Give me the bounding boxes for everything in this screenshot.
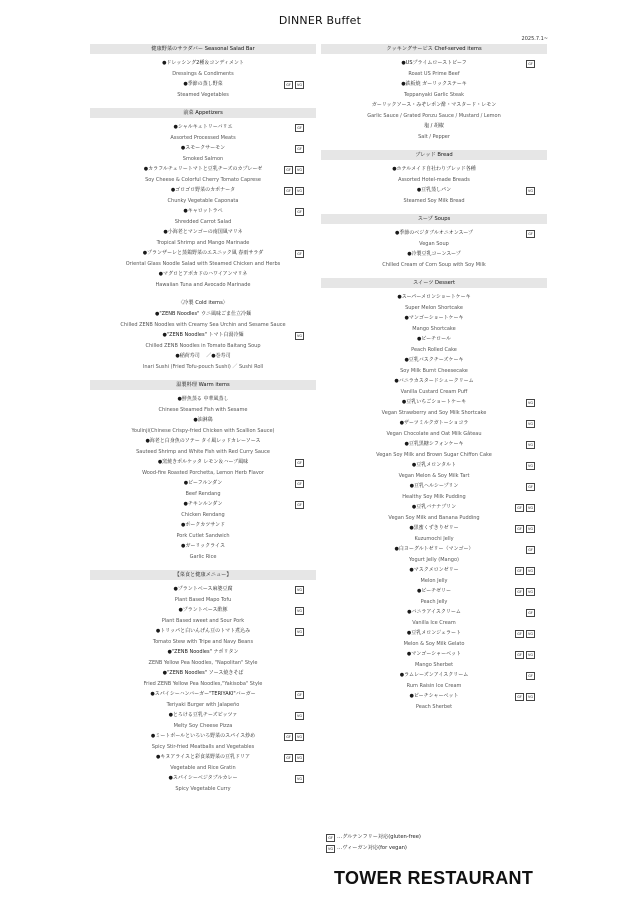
dietary-icons bbox=[515, 651, 535, 658]
dietary-icons bbox=[295, 691, 304, 698]
menu-item-name-jp: ●ピーチシャーベット bbox=[409, 693, 459, 699]
menu-item-name-en: Chinese Steamed Fish with Sesame bbox=[158, 407, 248, 413]
menu-item-name-en: Assorted Processed Meats bbox=[170, 135, 236, 141]
right-column bbox=[321, 44, 547, 711]
menu-item-name-en: Dressings & Condiments bbox=[172, 71, 234, 77]
menu-item-name-jp: ●豆乳メロンタルト bbox=[411, 462, 457, 468]
section-header: 【菜食と健康メニュー】 bbox=[90, 570, 316, 580]
menu-item-name-jp: ●冷製豆乳コーンスープ bbox=[407, 251, 461, 257]
dietary-icons bbox=[295, 607, 304, 614]
menu-item-name-jp: ●ドレッシング2種＆コンディメント bbox=[162, 60, 244, 66]
vegan-icon: VG bbox=[526, 187, 535, 195]
menu-item bbox=[90, 583, 316, 604]
menu-item-name-jp: ●稲荷寿司 ／●巻寿司 bbox=[175, 353, 231, 359]
menu-item-name-jp: ●ポークカツサンド bbox=[180, 522, 226, 528]
menu-item-name-jp: ●豆乳バナナプリン bbox=[411, 504, 457, 510]
vegan-icon: VG bbox=[526, 567, 535, 575]
gluten-free-icon: GF bbox=[515, 588, 524, 596]
menu-item-name-en: Soy Cheese & Colorful Cherry Tomato Caprese bbox=[145, 177, 261, 183]
dietary-icons bbox=[295, 145, 304, 152]
menu-item bbox=[90, 163, 316, 184]
menu-item-name-jp: ●マンゴーショートケーキ bbox=[404, 315, 464, 321]
dietary-icons bbox=[295, 501, 304, 508]
menu-item bbox=[321, 78, 547, 99]
menu-item bbox=[321, 606, 547, 627]
menu-item-name-en: Peach Rolled Cake bbox=[411, 347, 457, 353]
menu-item bbox=[321, 438, 547, 459]
menu-item-name-jp: ●豆乳ヘルシープリン bbox=[409, 483, 459, 489]
menu-item bbox=[90, 121, 316, 142]
restaurant-logo: TOWER RESTAURANT bbox=[334, 868, 534, 888]
gluten-free-icon: GF bbox=[515, 525, 524, 533]
legend-vg bbox=[326, 843, 421, 854]
menu-item-name-jp: ●スパイシーベジタブルカレー bbox=[168, 775, 238, 781]
vegan-icon: VG bbox=[295, 332, 304, 340]
menu-item-name-en: Melon Jelly bbox=[420, 578, 448, 584]
menu-item-name-jp: ●カラフルチェリートマトと豆乳チーズのカプレーゼ bbox=[143, 166, 263, 172]
gluten-free-icon: GF bbox=[284, 81, 293, 89]
dietary-icons bbox=[515, 504, 535, 511]
menu-item-name-en: Pork Cutlet Sandwich bbox=[176, 533, 230, 539]
menu-item-name-en: Vanilla Ice Cream bbox=[412, 620, 456, 626]
menu-item-name-jp: ●マグロとアボカドのハワイアンマリネ bbox=[158, 271, 248, 277]
menu-item bbox=[90, 308, 316, 329]
gluten-free-icon: GF bbox=[526, 483, 535, 491]
menu-item bbox=[90, 667, 316, 688]
dietary-icons bbox=[526, 672, 535, 679]
gluten-free-icon: GF bbox=[526, 60, 535, 68]
dietary-icons bbox=[295, 459, 304, 466]
dietary-icons bbox=[526, 399, 535, 406]
menu-item bbox=[321, 163, 547, 184]
menu-item-name-en: Melty Soy Cheese Pizza bbox=[173, 723, 233, 729]
dietary-icons bbox=[526, 187, 535, 194]
menu-item-name-jp: ●小海老とマンゴーの南国風マリネ bbox=[163, 229, 243, 235]
menu-item-name-en: Garlic Sauce / Grated Ponzu Sauce / Mustard / Lemon bbox=[367, 113, 501, 119]
menu-item bbox=[321, 333, 547, 354]
menu-item-name-jp: ●"ZENB Noodles" ウニ風味ごま仕立冷麺 bbox=[155, 311, 251, 317]
menu-item-name-jp: ●黒蜜くずきりゼリー bbox=[409, 525, 459, 531]
vegan-icon: VG bbox=[526, 420, 535, 428]
menu-item-name-en: Hawaiian Tuna and Avocado Marinade bbox=[155, 282, 251, 288]
menu-item-name-en: Vegan Melon & Soy Milk Tart bbox=[398, 473, 470, 479]
gluten-free-icon: GF bbox=[295, 480, 304, 488]
vegan-icon: VG bbox=[295, 775, 304, 783]
gluten-free-icon: GF bbox=[515, 651, 524, 659]
menu-item-name-en: Vegan Chocolate and Oat Milk Gâteau bbox=[386, 431, 482, 437]
menu-item bbox=[321, 585, 547, 606]
menu-item-name-jp: ●豆乳蒸しパン bbox=[416, 187, 452, 193]
menu-item-name-en: Peach Jelly bbox=[420, 599, 448, 605]
menu-item-name-jp: ●豆乳バスクチーズケーキ bbox=[404, 357, 464, 363]
menu-item-name-jp: ●マンゴーシャーベット bbox=[406, 651, 462, 657]
menu-item-name-jp: 塩 / 胡椒 bbox=[424, 123, 444, 129]
gluten-free-icon: GF bbox=[515, 693, 524, 701]
menu-item bbox=[90, 477, 316, 498]
menu-item-name-jp: ●"ZENB Noodles" ナポリタン bbox=[167, 649, 239, 655]
gluten-free-icon: GF bbox=[295, 250, 304, 258]
dietary-icons bbox=[526, 609, 535, 616]
menu-item-name-jp: ●季節の蒸し野菜 bbox=[183, 81, 223, 87]
dietary-icons bbox=[284, 187, 304, 194]
menu-item-name-en: Youlinji(Chinese Crispy-fried Chicken with Scallion Sauce) bbox=[131, 428, 275, 434]
menu-item-name-jp: ●油淋鶏 bbox=[193, 417, 213, 423]
menu-item-name-jp: ●プラントベース麻婆豆腐 bbox=[173, 586, 233, 592]
menu-item bbox=[321, 480, 547, 501]
menu-item-name-en: Chilled Cream of Corn Soup with Soy Milk bbox=[382, 262, 486, 268]
dietary-icons bbox=[515, 693, 535, 700]
gluten-free-icon: GF bbox=[284, 166, 293, 174]
menu-item-name-jp: ●季節のベジタブルオニオンスープ bbox=[394, 230, 474, 236]
menu-item-name-jp: ●"ZENB Noodles" トマト白湯冷麺 bbox=[162, 332, 244, 338]
menu-item bbox=[90, 247, 316, 268]
menu-item-name-jp: ●海老と白身魚のソテー タイ風レッドカレーソース bbox=[145, 438, 261, 444]
menu-item-name-en: Vegan Soup bbox=[419, 241, 449, 247]
menu-item-name-jp: ●ピーチゼリー bbox=[416, 588, 452, 594]
menu-item-name-en: Inari Sushi (Fried Tofu-pouch Sushi) ／ Sushi Roll bbox=[142, 364, 264, 370]
section-header: スープ Soups bbox=[321, 214, 547, 224]
gluten-free-icon: GF bbox=[526, 230, 535, 238]
menu-item bbox=[90, 184, 316, 205]
menu-item-name-jp: ●ホテルメイド自社わりブレッド各種 bbox=[392, 166, 476, 172]
menu-item-name-en: ZENB Yellow Pea Noodles, "Napolitan" Style bbox=[148, 660, 258, 666]
menu-item bbox=[321, 564, 547, 585]
menu-item-name-jp: ●とろける豆乳チーズピッツァ bbox=[168, 712, 238, 718]
dietary-icons bbox=[295, 208, 304, 215]
menu-item bbox=[90, 414, 316, 435]
menu-item-name-en: Salt / Pepper bbox=[418, 134, 450, 140]
menu-item-name-en: Healthy Soy Milk Pudding bbox=[402, 494, 466, 500]
gluten-free-icon: GF bbox=[295, 124, 304, 132]
dietary-icons bbox=[284, 81, 304, 88]
menu-item bbox=[321, 648, 547, 669]
menu-item bbox=[321, 690, 547, 711]
menu-item-name-en: Sauteed Shrimp and White Fish with Red Curry Sauce bbox=[136, 449, 270, 455]
menu-item-name-jp: ガーリックソース・みぞレポン酢・マスタード・レモン bbox=[371, 102, 497, 108]
menu-item-name-en: Teriyaki Burger with Jalapeño bbox=[166, 702, 240, 708]
dietary-icons bbox=[515, 525, 535, 532]
dietary-icons bbox=[295, 124, 304, 131]
vegan-icon: VG bbox=[526, 525, 535, 533]
menu-item-name-jp: ●ピーチロール bbox=[416, 336, 452, 342]
menu-item-name-en: Plant Based Mapo Tofu bbox=[174, 597, 232, 603]
menu-item-name-jp: ●ザーツミルクガトーショコラ bbox=[399, 420, 469, 426]
menu-item-name-jp: ●豆乳いちごショートケーキ bbox=[401, 399, 467, 405]
menu-item-name-jp: ●ゴロゴロ野菜のカポナータ bbox=[170, 187, 236, 193]
menu-item bbox=[90, 57, 316, 78]
menu-item-name-jp: ●バニラアイスクリーム bbox=[407, 609, 461, 615]
menu-item bbox=[321, 99, 547, 120]
dietary-icons bbox=[526, 60, 535, 67]
menu-item bbox=[321, 375, 547, 396]
menu-item bbox=[90, 393, 316, 414]
dietary-icons bbox=[284, 754, 304, 761]
dietary-icons bbox=[515, 567, 535, 574]
dietary-icons bbox=[295, 586, 304, 593]
menu-item-name-en: Roast US Prime Beef bbox=[408, 71, 460, 77]
dietary-icons bbox=[515, 630, 535, 637]
menu-item bbox=[90, 142, 316, 163]
menu-item-name-en: Kuzumochi Jelly bbox=[414, 536, 454, 542]
menu-item-name-en: Spicy Vegetable Curry bbox=[175, 786, 231, 792]
legend bbox=[326, 832, 421, 854]
gluten-free-icon: GF bbox=[295, 145, 304, 153]
menu-item-name-jp: ●鮮魚蒸る 中華風蒸し bbox=[177, 396, 229, 402]
dietary-icons bbox=[526, 483, 535, 490]
menu-item-name-en: Oriental Glass Noodle Salad with Steamed Chicken and Herbs bbox=[125, 261, 281, 267]
menu-item bbox=[321, 120, 547, 141]
menu-item bbox=[90, 646, 316, 667]
gluten-free-icon: GF bbox=[295, 459, 304, 467]
dietary-icons bbox=[295, 775, 304, 782]
dietary-icons bbox=[295, 712, 304, 719]
menu-item-name-jp: ●スーパーメロンショートケーキ bbox=[397, 294, 471, 300]
dietary-icons bbox=[526, 546, 535, 553]
menu-item-name-jp: ●バニラカスタードシュークリーム bbox=[394, 378, 474, 384]
menu-item bbox=[321, 543, 547, 564]
section-subheader: 〈冷製 Cold items〉 bbox=[177, 300, 228, 306]
menu-item bbox=[321, 627, 547, 648]
menu-item-name-en: Steamed Soy Milk Bread bbox=[403, 198, 465, 204]
menu-item bbox=[90, 498, 316, 519]
menu-item-name-jp: ●スパイシーハンバーガー"TERIYAKI"バーガー bbox=[150, 691, 256, 697]
menu-item bbox=[90, 709, 316, 730]
menu-item bbox=[90, 205, 316, 226]
menu-item-name-en: Peach Sherbet bbox=[415, 704, 453, 710]
menu-item bbox=[321, 227, 547, 248]
menu-item-name-en: Garlic Rice bbox=[189, 554, 217, 560]
gluten-free-icon: GF bbox=[515, 630, 524, 638]
vegan-icon: VG bbox=[526, 504, 535, 512]
menu-item bbox=[321, 291, 547, 312]
menu-item-name-en: Assorted Hotel-made Breads bbox=[398, 177, 470, 183]
menu-item bbox=[90, 329, 316, 350]
menu-item-name-en: Plant Based sweet and Sour Pork bbox=[161, 618, 245, 624]
gluten-free-icon: GF bbox=[295, 691, 304, 699]
menu-item bbox=[90, 435, 316, 456]
legend-gf bbox=[326, 832, 421, 843]
gluten-free-icon: GF bbox=[526, 546, 535, 554]
menu-item-name-en: Beef Rendang bbox=[185, 491, 221, 497]
vegan-icon: VG bbox=[526, 630, 535, 638]
date-label: 2025.7.1~ bbox=[521, 36, 548, 42]
gluten-free-icon: GF bbox=[515, 504, 524, 512]
menu-item-name-en: Smoked Salmon bbox=[182, 156, 224, 162]
menu-item-name-en: Chicken Rendang bbox=[181, 512, 225, 518]
menu-item bbox=[90, 604, 316, 625]
gluten-free-icon: GF bbox=[526, 609, 535, 617]
menu-item-name-jp: ●プラントベース酢豚 bbox=[178, 607, 228, 613]
menu-item bbox=[90, 226, 316, 247]
vegan-icon: VG bbox=[326, 845, 335, 853]
menu-item bbox=[321, 57, 547, 78]
section-header: 前菜 Appetizers bbox=[90, 108, 316, 118]
vegan-icon: VG bbox=[295, 187, 304, 195]
dietary-icons bbox=[526, 420, 535, 427]
menu-item bbox=[90, 751, 316, 772]
menu-item bbox=[90, 268, 316, 289]
vegan-icon: VG bbox=[295, 81, 304, 89]
section-header: 温製料理 Warm items bbox=[90, 380, 316, 390]
vegan-icon: VG bbox=[295, 628, 304, 636]
section-header: ブレッド Bread bbox=[321, 150, 547, 160]
dietary-icons bbox=[295, 628, 304, 635]
vegan-icon: VG bbox=[526, 651, 535, 659]
menu-item bbox=[90, 625, 316, 646]
menu-item bbox=[321, 396, 547, 417]
menu-item-name-jp: ●ミートボールといろいろ野菜のスパイス炒め bbox=[150, 733, 256, 739]
menu-item bbox=[90, 540, 316, 561]
menu-item-name-en: Vegetable and Rice Gratin bbox=[170, 765, 236, 771]
menu-item-name-jp: ●ガーリックライス bbox=[181, 543, 225, 549]
menu-item-name-en: Super Melon Shortcake bbox=[405, 305, 463, 311]
vegan-icon: VG bbox=[526, 462, 535, 470]
dietary-icons bbox=[284, 166, 304, 173]
dietary-icons bbox=[295, 250, 304, 257]
dietary-icons bbox=[295, 480, 304, 487]
menu-item-name-jp: ●キヌアライスと彩食菜野菜の豆乳ドリア bbox=[155, 754, 251, 760]
dietary-icons bbox=[515, 588, 535, 595]
menu-item-name-jp: ●チキンルンダン bbox=[183, 501, 223, 507]
page-title: DINNER Buffet bbox=[278, 14, 362, 27]
menu-item bbox=[90, 730, 316, 751]
menu-item-name-en: Soy Milk Burnt Cheesecake bbox=[400, 368, 468, 374]
menu-item-name-en: Wood-fire Roasted Porchetta, Lemon Herb Flavor bbox=[142, 470, 264, 476]
menu-item-name-en: Shredded Carrot Salad bbox=[174, 219, 232, 225]
menu-item-name-en: Chunky Vegetable Caponata bbox=[167, 198, 239, 204]
gluten-free-icon: GF bbox=[284, 187, 293, 195]
vegan-icon: VG bbox=[295, 712, 304, 720]
gluten-free-icon: GF bbox=[515, 567, 524, 575]
gluten-free-icon: GF bbox=[295, 208, 304, 216]
vegan-icon: VG bbox=[526, 441, 535, 449]
dietary-icons bbox=[295, 332, 304, 339]
menu-item-name-jp: ●トリッパと白いんげん豆のトマト煮込み bbox=[155, 628, 251, 634]
vegan-icon: VG bbox=[295, 166, 304, 174]
menu-item-name-en: Rum Raisin Ice Cream bbox=[406, 683, 462, 689]
left-column bbox=[90, 44, 316, 793]
menu-item-name-en: Teppanyaki Garlic Steak bbox=[403, 92, 465, 98]
menu-item bbox=[321, 248, 547, 269]
dietary-icons bbox=[526, 230, 535, 237]
menu-item-name-en: Chilled ZENB Noodles in Tomato Baitang Soup bbox=[145, 343, 261, 349]
menu-item bbox=[90, 519, 316, 540]
dietary-icons bbox=[526, 462, 535, 469]
dietary-icons bbox=[526, 441, 535, 448]
menu-item-name-en: Spicy Stir-fried Meatballs and Vegetables bbox=[151, 744, 255, 750]
gluten-free-icon: GF bbox=[284, 754, 293, 762]
menu-item bbox=[321, 417, 547, 438]
menu-item-name-en: Yogurt Jelly (Mango) bbox=[409, 557, 459, 563]
menu-item-name-en: Tomato Stew with Tripe and Navy Beans bbox=[152, 639, 254, 645]
menu-item-name-jp: ●ビーフルンダン bbox=[183, 480, 223, 486]
menu-item-name-jp: ●豆乳黒糖シフォンケーキ bbox=[404, 441, 464, 447]
menu-item-name-jp: ●ラムレーズンアイスクリーム bbox=[399, 672, 469, 678]
menu-item-name-en: Vanilla Custard Cream Puff bbox=[400, 389, 468, 395]
vegan-icon: VG bbox=[526, 399, 535, 407]
menu-item-name-jp: ●白ヨーグルトゼリー（マンゴー） bbox=[394, 546, 474, 552]
menu-item-name-jp: ●豆乳メロンジェラート bbox=[406, 630, 462, 636]
menu-item-name-en: Mango Sherbet bbox=[414, 662, 454, 668]
section-header: スイーツ Dessert bbox=[321, 278, 547, 288]
menu-item bbox=[321, 184, 547, 205]
menu-item-name-en: Fried ZENB Yellow Pea Noodles,"Yakisoba" Style bbox=[143, 681, 263, 687]
menu-item-name-jp: ●マスクメロンゼリー bbox=[409, 567, 459, 573]
gluten-free-icon: GF bbox=[284, 733, 293, 741]
menu-item-name-en: Vegan Soy Milk and Brown Sugar Chiffon Cake bbox=[376, 452, 492, 458]
menu-item-name-jp: ●窯焼きポルケッタ レモン＆ハーブ風味 bbox=[157, 459, 249, 465]
section-header: クッキングサービス Chef-served items bbox=[321, 44, 547, 54]
menu-item bbox=[321, 459, 547, 480]
gluten-free-icon: GF bbox=[326, 834, 335, 842]
menu-item-name-en: Melon & Soy Milk Gelato bbox=[403, 641, 465, 647]
menu-item-name-en: Vegan Strawberry and Soy Milk Shortcake bbox=[381, 410, 487, 416]
menu-item bbox=[321, 501, 547, 522]
dietary-icons bbox=[284, 733, 304, 740]
menu-item-name-jp: ●キャロットラペ bbox=[183, 208, 223, 214]
vegan-icon: VG bbox=[526, 693, 535, 701]
menu-item bbox=[90, 350, 316, 371]
menu-item bbox=[90, 78, 316, 99]
menu-item-name-en: Tropical Shrimp and Mango Marinade bbox=[156, 240, 250, 246]
legend-vg-text: …ヴィーガン対応(for vegan) bbox=[337, 845, 407, 851]
menu-item bbox=[321, 522, 547, 543]
vegan-icon: VG bbox=[295, 607, 304, 615]
menu-item bbox=[321, 669, 547, 690]
vegan-icon: VG bbox=[295, 586, 304, 594]
section-header: 健康野菜のサラダバー Seasonal Salad Bar bbox=[90, 44, 316, 54]
menu-item bbox=[321, 354, 547, 375]
menu-item bbox=[321, 312, 547, 333]
menu-item-name-en: Chilled ZENB Noodles with Creamy Sea Urchin and Sesame Sauce bbox=[120, 322, 286, 328]
menu-item bbox=[90, 772, 316, 793]
gluten-free-icon: GF bbox=[295, 501, 304, 509]
menu-item-name-jp: ●プランザーレと蒸鶏野菜のエスニック風 春雨サラダ bbox=[142, 250, 264, 256]
menu-item bbox=[90, 456, 316, 477]
gluten-free-icon: GF bbox=[526, 672, 535, 680]
menu-item bbox=[90, 688, 316, 709]
vegan-icon: VG bbox=[526, 588, 535, 596]
vegan-icon: VG bbox=[295, 754, 304, 762]
menu-item-name-en: Vegan Soy Milk and Banana Pudding bbox=[388, 515, 480, 521]
menu-item-name-en: Steamed Vegetables bbox=[177, 92, 229, 98]
menu-item-name-jp: ●鉄板焼 ガーリックステーキ bbox=[401, 81, 467, 87]
menu-item-name-jp: ●USプライムローストビーフ bbox=[401, 60, 467, 66]
menu-item-name-en: Mango Shortcake bbox=[412, 326, 456, 332]
legend-gf-text: …グルテンフリー対応(gluten-free) bbox=[337, 834, 421, 840]
menu-item-name-jp: ●シャルキュトリーバリエ bbox=[173, 124, 233, 130]
vegan-icon: VG bbox=[295, 733, 304, 741]
menu-item-name-jp: ●スモークサーモン bbox=[180, 145, 226, 151]
menu-item-name-jp: ●"ZENB Noodles" ソース焼きそば bbox=[162, 670, 244, 676]
